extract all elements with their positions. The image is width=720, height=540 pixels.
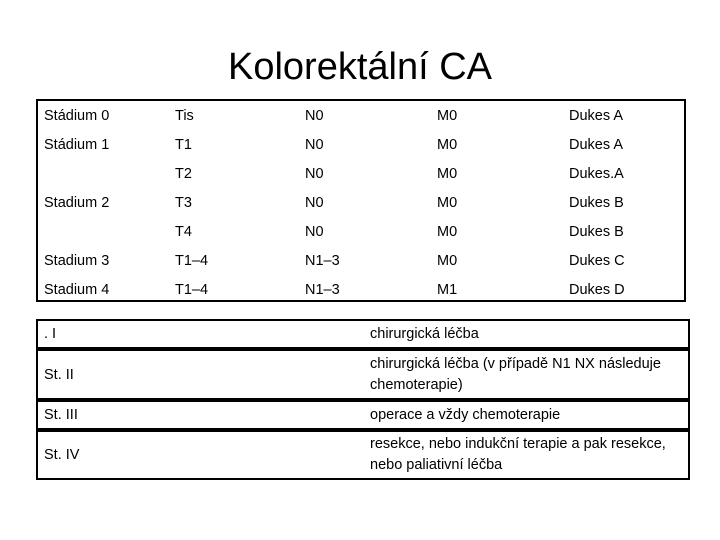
dukes-cell: Dukes.A [569,165,624,182]
stage-cell: Stadium 4 [44,281,110,298]
treatment-stage: St. III [44,407,78,423]
stage-cell [38,217,169,246]
stage-cell [38,159,169,188]
treatment-row [36,319,690,349]
n-cell: N0 [305,107,324,124]
n-cell: N0 [305,194,324,211]
t-cell: T1–4 [175,281,209,298]
treatment-text: operace a vždy chemoterapie [370,406,561,423]
dukes-cell: Dukes D [569,281,625,298]
table-row [38,275,684,304]
t-cell: T4 [175,223,192,240]
t-cell: T1 [175,136,192,153]
m-cell: M1 [437,281,458,298]
stage-cell: Stádium 0 [44,107,110,124]
dukes-cell: Dukes A [569,107,623,124]
table-row [38,246,684,275]
treatment-stage: St. II [44,366,74,383]
n-cell: N1–3 [305,281,340,298]
dukes-cell: Dukes A [569,136,623,153]
t-cell: Tis [175,107,194,124]
table-row [38,130,684,159]
treatment-stage: St. IV [44,447,80,463]
stage-cell: Stadium 3 [44,252,110,269]
treatment-text: chirurgická léčba [370,325,479,342]
page-title: Kolorektální CA [227,46,492,88]
n-cell: N0 [305,136,324,153]
treatment-text: resekce, nebo indukční terapie a pak resekce, nebo paliativní léčba [370,436,666,473]
m-cell: M0 [437,223,458,240]
treatment-row [36,430,690,480]
treatment-row [36,400,690,430]
staging-table [36,99,686,302]
t-cell: T2 [175,165,192,182]
stage-cell: Stadium 2 [44,194,110,211]
m-cell: M0 [437,107,458,124]
dukes-cell: Dukes C [569,252,625,269]
n-cell: N0 [305,165,324,182]
t-cell: T3 [175,194,192,211]
table-row [38,188,684,217]
n-cell: N1–3 [305,252,340,269]
n-cell: N0 [305,223,324,240]
table-row [38,159,684,188]
m-cell: M0 [437,252,458,269]
dukes-cell: Dukes B [569,223,624,240]
m-cell: M0 [437,165,458,182]
t-cell: T1–4 [175,252,209,269]
table-row [38,101,684,130]
m-cell: M0 [437,194,458,211]
treatment-text: chirurgická léčba (v případě N1 NX následuje chemoterapie) [370,355,661,393]
treatment-row [36,349,690,400]
m-cell: M0 [437,136,458,153]
stage-cell: Stádium 1 [44,136,110,153]
table-row [38,217,684,246]
dukes-cell: Dukes B [569,194,624,211]
treatment-stage: . I [44,326,57,342]
